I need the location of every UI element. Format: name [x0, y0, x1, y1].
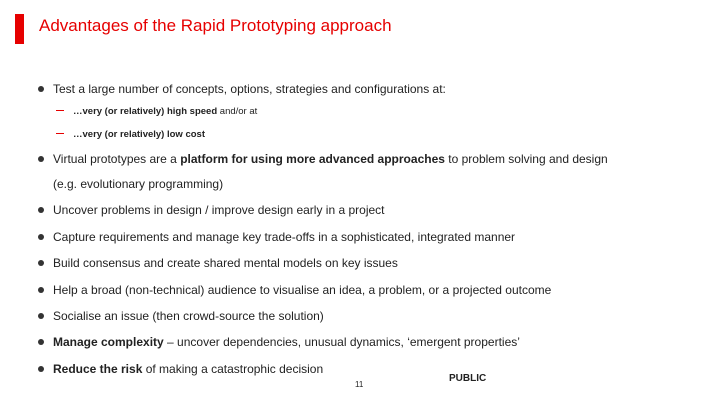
bullet-dot-icon [38, 287, 44, 293]
bullet-dot-icon [38, 260, 44, 266]
bullet-virtual-prototypes-cont: (e.g. evolutionary programming) [53, 177, 224, 191]
bullet-capture-requirements: Capture requirements and manage key trade-offs in a sophisticated, integrated manner [38, 230, 515, 245]
bullet-uncover-problems: Uncover problems in design / improve design early in a project [38, 203, 385, 218]
sub-bullet-high-speed: …very (or relatively) high speed and/or at [56, 106, 257, 118]
accent-bar [15, 14, 24, 44]
bullet-help-audience: Help a broad (non-technical) audience to visualise an idea, a problem, or a projected outcome [38, 283, 551, 298]
bullet-dot-icon [38, 156, 44, 162]
sub-bullet-low-cost: …very (or relatively) low cost [56, 129, 205, 141]
slide-title: Advantages of the Rapid Prototyping approach [39, 16, 392, 35]
bullet-build-consensus: Build consensus and create shared mental models on key issues [38, 256, 398, 271]
dash-icon [56, 110, 64, 111]
bullet-reduce-risk: Reduce the risk of making a catastrophic decision [38, 362, 323, 377]
bullet-dot-icon [38, 86, 44, 92]
bullet-test-concepts: Test a large number of concepts, options, strategies and configurations at: [38, 82, 446, 97]
bullet-socialise-issue: Socialise an issue (then crowd-source the solution) [38, 309, 324, 324]
classification-label: PUBLIC [449, 373, 487, 384]
bullet-dot-icon [38, 366, 44, 372]
dash-icon [56, 133, 64, 134]
bullet-virtual-prototypes: Virtual prototypes are a platform for using more advanced approaches to problem solving and design [38, 152, 608, 167]
bullet-dot-icon [38, 234, 44, 240]
bullet-dot-icon [38, 207, 44, 213]
bullet-manage-complexity: Manage complexity – uncover dependencies, unusual dynamics, ‘emergent properties’ [38, 335, 520, 350]
bullet-dot-icon [38, 339, 44, 345]
bullet-dot-icon [38, 313, 44, 319]
page-number: 11 [355, 380, 364, 389]
